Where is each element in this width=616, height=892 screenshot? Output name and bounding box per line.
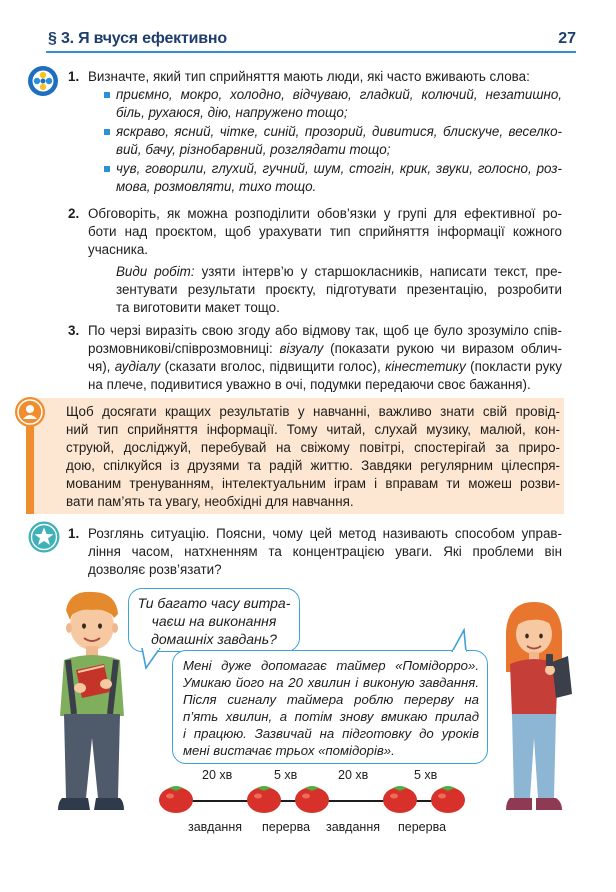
answer-line3: Після сигналу таймера роблю перерву на: [183, 692, 479, 707]
question-line2: чаєш на виконання: [151, 613, 277, 629]
task1-bullet1-line2: біль, рухаюся, дію, напружено тощо;: [116, 105, 348, 120]
question-line3: домашніх завдань?: [151, 631, 277, 647]
tomato-icon: [158, 782, 194, 814]
task2-line1: Обговоріть, як можна розподілити обов’язки у групі для ефективної ро-: [88, 206, 562, 221]
task2-work-label: Види робіт:: [116, 264, 195, 279]
task3-term-visual: візуалу: [279, 341, 324, 356]
phase-label: перерва: [398, 820, 447, 834]
task2-line2: боти над проєктом, щоб урахувати тип сприйняття інформації кожного: [88, 224, 562, 239]
bullet-marker: [104, 166, 110, 172]
person-icon: [14, 396, 46, 428]
answer-line2: Умикаю його на 20 хвилин і виконую завдання.: [183, 675, 479, 690]
task4-line1: Розглянь ситуацію. Поясни, чому цей метод називають способом управ-: [88, 526, 562, 541]
question-bubble-tail: [140, 648, 164, 670]
page-header: [46, 30, 576, 52]
star-icon: [28, 521, 60, 553]
task2-work-line2: зентувати результати проєкту, підготувати презентацію, розробити: [116, 282, 562, 297]
pomodoro-timeline: [156, 766, 466, 836]
task1-bullet3-line1: чув, говорили, глухий, гучний, шум, стогін, крик, звуки, голосно, роз-: [116, 161, 562, 176]
task1-bullet1-line1: приємно, мокро, холодно, відчуваю, гладкий, колючий, незатишно,: [116, 87, 562, 102]
note-line2: ний тип сприйняття інформації. Тому читай, слухай музику, малюй, кон-: [66, 422, 560, 437]
task1-bullet2-line1: яскраво, ясний, чітке, синій, прозорий, дивитися, блискуче, веселко-: [116, 124, 562, 139]
task2-number: 2.: [68, 206, 80, 221]
section-title: § 3. Я вчуся ефективно: [48, 30, 227, 47]
note-line5: мованим тренуванням, інтелектуальним іграм і вправам ти можеш розви-: [66, 476, 560, 491]
task3-text: чя),: [88, 359, 115, 374]
tomato-icon: [246, 782, 282, 814]
duration-label: 20 хв: [338, 768, 369, 782]
question-bubble: [128, 588, 300, 652]
task3-text: (показати рукою чи виразом облич-: [323, 341, 562, 356]
duration-label: 20 хв: [202, 768, 233, 782]
task1-intro: Визначте, який тип сприйняття мають люди, які часто вживають слова:: [88, 69, 530, 84]
task3-line4: на плече, подивитися уважно в очі, подумки передаючи своє бажання).: [88, 377, 531, 392]
task3-line2: [88, 340, 562, 358]
answer-line4: п’ять хвилин, а потім знову вмикаю прилад: [183, 709, 479, 724]
task3-text: (сказати вголос, підвищити голос),: [160, 359, 386, 374]
header-rule: [46, 51, 576, 53]
question-line1: Ти багато часу витра-: [137, 595, 291, 611]
task1-number: 1.: [68, 69, 80, 84]
duration-label: 5 хв: [274, 768, 298, 782]
task3-text: розмовникові/співрозмовниці:: [88, 341, 280, 356]
bullet-marker: [104, 92, 110, 98]
note-line4: дою, спілкуйся із друзями та радій життю. Завдяки регулярним цілеспря-: [66, 458, 560, 473]
task1-bullet2-line2: вий, бачу, різнобарвний, розглядати тощо;: [116, 142, 391, 157]
phase-label: завдання: [326, 820, 381, 834]
task3-text: (поклacти руку: [465, 359, 562, 374]
duration-label: 5 хв: [414, 768, 438, 782]
phase-label: завдання: [188, 820, 243, 834]
task2-work-text: узяти інтерв’ю у старшокласників, написати текст, пре-: [201, 264, 562, 279]
bullet-marker: [104, 129, 110, 135]
answer-bubble-tail: [448, 628, 472, 652]
task4-number: 1.: [68, 526, 80, 541]
boy-illustration: [44, 588, 140, 822]
task3-line1: По черзі виразіть свою згоду або відмову так, щоб це було зрозуміло спів-: [88, 323, 562, 338]
girl-illustration: [494, 598, 574, 822]
answer-line1: Мені дуже допомагає таймер «Помідорро».: [183, 658, 479, 673]
tomato-icon: [294, 782, 330, 814]
task2-work-line1: [116, 263, 562, 281]
task3-number: 3.: [68, 323, 80, 338]
task3-line3: [88, 358, 562, 376]
tomato-icon: [430, 782, 466, 814]
answer-line6: мені вистачає трьох «помідорів».: [183, 743, 395, 758]
note-line3: струюй, досліджуй, перебувай на свіжому повітрі, спостерігай за приро-: [66, 440, 560, 455]
note-line6: вати пам’ять та увагу, необхідні для навчання.: [66, 494, 354, 509]
page-number: 27: [558, 30, 576, 47]
task2-line3: учасника.: [88, 242, 149, 257]
answer-bubble: [172, 650, 488, 764]
task1-bullet3-line2: мова, розмовляти, тихо тощо.: [116, 179, 317, 194]
group-work-icon: [28, 66, 58, 96]
task3-term-kinesthetic: кінестетику: [385, 359, 466, 374]
task4-line3: дозволяє розв’язати?: [88, 562, 222, 577]
answer-line5: і працюю. Зазвичай на підготовку до уроків: [183, 726, 479, 741]
task4-line2: ління часом, натхненням та концентрацією уваги. Які проблеми він: [88, 544, 562, 559]
tomato-icon: [382, 782, 418, 814]
task3-term-audial: аудіалу: [114, 359, 161, 374]
note-line1: Щоб досягати кращих результатів у навчанні, важливо знати свій провід-: [66, 404, 560, 419]
phase-label: перерва: [262, 820, 311, 834]
task2-work-line3: та виготовити макет тощо.: [116, 300, 280, 315]
